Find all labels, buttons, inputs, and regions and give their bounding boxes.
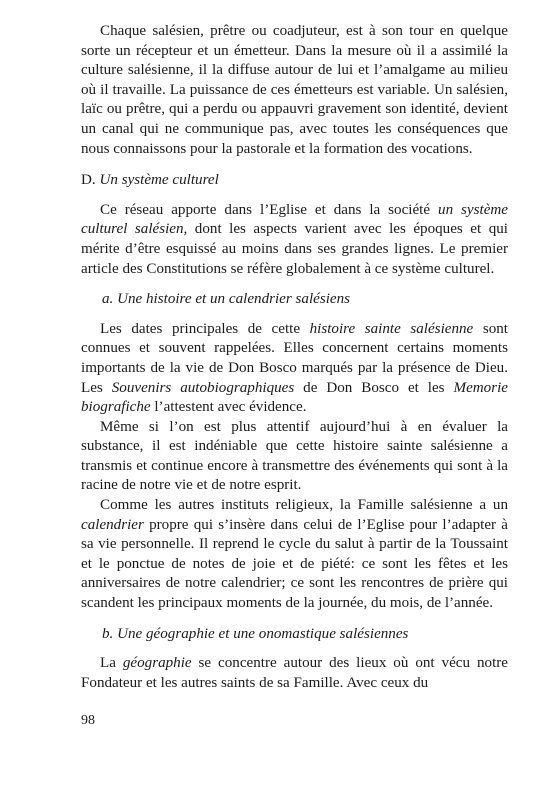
subsection-heading-a xyxy=(81,290,508,310)
spacer xyxy=(81,310,508,320)
text-run: propre qui s’insère dans celui de l’Eglise pour l’adapter à sa vie personnelle. Il reprend le cycle du salut à partir de la Toussaint et le ponctue de notes de joie et de piété: ce sont les fêtes et les anniversaires de notre calendrier; ce sont les rencontres de prière qui scandent les principaux moments de la journée, du mois, de l’année. xyxy=(81,516,508,612)
text-run: l’attestent avec évidence. xyxy=(150,399,307,416)
subsection-heading-b xyxy=(81,625,508,645)
text-run: se concentre autour des lieux où ont vécu notre Fondateur et les autres saints de sa Famille. Avec ceux du xyxy=(81,655,508,691)
spacer xyxy=(81,644,508,654)
text-run: sont connues et souvent rappelées. Elles concernent certains moments importants de la vie de Don Bosco marqués par la présence de Dieu. Les xyxy=(81,320,508,396)
section-label: D. xyxy=(81,172,96,189)
spacer xyxy=(81,614,508,625)
text-run: Les dates principales de cette xyxy=(100,320,310,337)
spacer xyxy=(81,159,508,171)
paragraph-sacred-history xyxy=(81,320,508,418)
paragraph-calendar xyxy=(81,496,508,614)
paragraph-emitters: Chaque salésien, prêtre ou coadjuteur, est à son tour en quelque sorte un récepteur et un émetteur. Dans la mesure où il a assimilé la culture salésienne, il la diffuse autour de lui et l’amalgame au milieu où il travaille. La puissance de ces émetteurs est variable. Un salésien, laïc ou prêtre, qui a perdu ou appauvri gravement son identité, devient un canal qui ne communique pas, avec toutes les conséquences que nous connaissons pour la pastorale et la formation des vocations. xyxy=(81,23,508,157)
page-number: 98 xyxy=(81,713,95,728)
emphasis-run: Souvenirs autobiographiques xyxy=(111,379,295,396)
spacer xyxy=(81,191,508,201)
page-body xyxy=(81,22,508,693)
text-run: Ce réseau apporte dans l’Eglise et dans la société xyxy=(100,201,439,218)
text-run: La xyxy=(100,655,123,672)
emphasis-run: histoire sainte salésienne xyxy=(309,320,474,337)
emphasis-run: Memorie biografiche xyxy=(81,379,508,416)
emphasis-run: un système culturel salésien, xyxy=(81,201,508,238)
text-run: dont les aspects varient avec les époques et qui mérite d’être esquissé au moins dans ses grandes lignes. Le premier article des Constitutions se réfère globalement à ce système culturel. xyxy=(81,221,508,277)
paragraph-geography xyxy=(81,654,508,693)
paragraph-substance: Même si l’on est plus attentif aujourd’hui à en évaluer la substance, il est indéniable que cette histoire sainte salésienne a transmis et continue encore à transmettre des événements qui sont à la racine de notre vie et de notre esprit. xyxy=(81,418,508,494)
subsection-title: b. Une géographie et une onomastique salésiennes xyxy=(102,625,409,642)
emphasis-run: calendrier xyxy=(81,516,144,533)
subsection-title: a. Une histoire et un calendrier salésiens xyxy=(102,291,351,308)
text-run: de Don Bosco et les xyxy=(294,379,454,396)
section-title: Un système culturel xyxy=(99,172,219,189)
paragraph-cultural-system xyxy=(81,201,508,279)
text-run: Comme les autres instituts religieux, la Famille salésienne a un xyxy=(100,497,508,514)
emphasis-run: géographie xyxy=(122,655,192,672)
section-heading-d xyxy=(81,171,508,191)
spacer xyxy=(81,279,508,290)
